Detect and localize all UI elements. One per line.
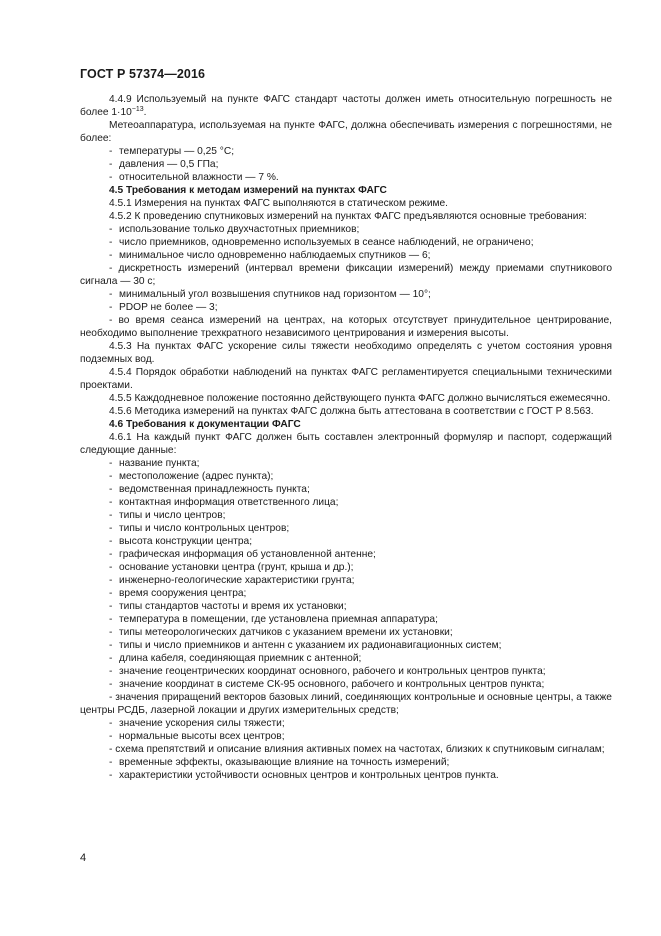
bullet-dash: - (109, 562, 113, 573)
list-item-text: значение ускорения силы тяжести; (119, 718, 285, 729)
list-item (80, 678, 612, 691)
list-item (80, 730, 612, 743)
bullet-dash: - (109, 224, 113, 235)
bullet-dash: - (109, 770, 113, 781)
list-item (80, 509, 612, 522)
bullet-dash: - (109, 653, 113, 664)
list-item (80, 522, 612, 535)
list-item-text: название пункта; (119, 458, 200, 469)
bullet-dash: - (109, 458, 113, 469)
bullet-dash: - (109, 614, 113, 625)
list-item-text: типы и число контрольных центров; (119, 523, 290, 534)
bullet-dash: - (109, 289, 113, 300)
list-item (80, 457, 612, 470)
section-heading: 4.6 Требования к документации ФАГС (109, 419, 301, 430)
paragraph: 4.5.6 Методика измерений на пунктах ФАГС должна быть аттестована в соответствии с ГОСТ Р 8.563. (109, 406, 594, 417)
list-item (80, 470, 612, 483)
list-item (80, 535, 612, 548)
list-item (80, 314, 612, 340)
list-item (80, 561, 612, 574)
list-item-text: схема препятствий и описание влияния активных помех на частотах, близких к спутниковым сигналам; (115, 744, 605, 755)
document-header: ГОСТ Р 57374—2016 (80, 67, 206, 81)
paragraph-text: 4.4.9 Используемый на пункте ФАГС стандарт частоты должен иметь относительную погрешность не более 1·10 (80, 94, 612, 118)
list-item-text: временные эффекты, оказывающие влияние на точность измерений; (119, 757, 450, 768)
list-item-text: минимальный угол возвышения спутников над горизонтом — 10°; (119, 289, 431, 300)
bullet-dash: - (109, 510, 113, 521)
list-item-text: основание установки центра (грунт, крыша и др.); (119, 562, 354, 573)
list-item-text: во время сеанса измерений на центрах, на которых отсутствует принудительное центрирование, необходимо выполнение трехкратного независимого центрирования и измерения высоты. (80, 315, 612, 339)
bullet-dash: - (109, 744, 116, 755)
list-item (80, 587, 612, 600)
paragraph: 4.5.3 На пунктах ФАГС ускорение силы тяжести необходимо определять с учетом состояния уровня подземных вод. (80, 341, 612, 365)
bullet-dash: - (109, 640, 113, 651)
list-item-text: типы и число приемников и антенн с указанием их радионавигационных систем; (119, 640, 502, 651)
list-item (80, 158, 612, 171)
list-item-text: относительной влажности — 7 %. (119, 172, 279, 183)
bullet-dash: - (109, 484, 113, 495)
list-item (80, 600, 612, 613)
list-item-text: высота конструкции центра; (119, 536, 253, 547)
bullet-dash: - (109, 692, 116, 703)
list-item (80, 626, 612, 639)
bullet-dash: - (109, 549, 113, 560)
list-item (80, 249, 612, 262)
bullet-dash: - (109, 731, 113, 742)
list-item-text: значение координат в системе СК-95 основного, рабочего и контрольных центров пункта; (119, 679, 545, 690)
list-item (80, 717, 612, 730)
list-item-text: графическая информация об установленной антенне; (119, 549, 376, 560)
bullet-dash: - (109, 237, 113, 248)
list-item (80, 613, 612, 626)
list-item-text: число приемников, одновременно используемых в сеансе наблюдений, не ограничено; (119, 237, 534, 248)
list-item (80, 145, 612, 158)
bullet-dash: - (109, 757, 113, 768)
list-item (80, 236, 612, 249)
paragraph: 4.5.2 К проведению спутниковых измерений на пунктах ФАГС предъявляются основные требования: (109, 211, 587, 222)
bullet-dash: - (109, 146, 113, 157)
list-item (80, 691, 612, 717)
page-number: 4 (80, 852, 87, 864)
bullet-dash: - (109, 666, 113, 677)
list-item-text: температуры — 0,25 °С; (119, 146, 235, 157)
paragraph: Метеоаппаратура, используемая на пункте ФАГС, должна обеспечивать измерения с погрешностями, не более: (80, 120, 612, 144)
bullet-dash: - (109, 627, 113, 638)
list-item-text: ведомственная принадлежность пункта; (119, 484, 310, 495)
list-item-text: температура в помещении, где установлена приемная аппаратура; (119, 614, 438, 625)
list-item (80, 665, 612, 678)
paragraph: 4.5.1 Измерения на пунктах ФАГС выполняются в статическом режиме. (109, 198, 449, 209)
bullet-dash: - (109, 471, 113, 482)
list-item (80, 288, 612, 301)
list-item-text: использование только двухчастотных приемников; (119, 224, 360, 235)
list-item (80, 769, 612, 782)
list-item (80, 301, 612, 314)
paragraph (80, 93, 612, 119)
list-item (80, 639, 612, 652)
bullet-dash: - (109, 536, 113, 547)
list-item (80, 171, 612, 184)
list-item-text: типы метеорологических датчиков с указанием времени их установки; (119, 627, 453, 638)
bullet-dash: - (109, 159, 113, 170)
list-item (80, 483, 612, 496)
bullet-dash: - (109, 588, 113, 599)
list-item-text: значения приращений векторов базовых линий, соединяющих контрольные и основные центры, а также центры РСДБ, лазерной локации и других измерительных средств; (80, 692, 612, 716)
list-item-text: давления — 0,5 ГПа; (119, 159, 219, 170)
bullet-dash: - (109, 302, 113, 313)
list-item-text: контактная информация ответственного лица; (119, 497, 339, 508)
paragraph-tail: . (143, 107, 147, 118)
list-item-text: дискретность измерений (интервал времени фиксации измерений) между приемами спутникового сигнала — 30 с; (80, 263, 612, 287)
bullet-dash: - (109, 575, 113, 586)
list-item (80, 652, 612, 665)
list-item-text: типы стандартов частоты и время их установки; (119, 601, 347, 612)
section-heading: 4.5 Требования к методам измерений на пунктах ФАГС (109, 185, 387, 196)
list-item-text: длина кабеля, соединяющая приемник с антенной; (119, 653, 362, 664)
bullet-dash: - (109, 718, 113, 729)
list-item-text: нормальные высоты всех центров; (119, 731, 285, 742)
bullet-dash: - (109, 601, 113, 612)
list-item-text: инженерно-геологические характеристики грунта; (119, 575, 355, 586)
bullet-dash: - (109, 523, 113, 534)
list-item (80, 743, 612, 756)
list-item-text: PDOP не более — 3; (119, 302, 218, 313)
bullet-dash: - (109, 679, 113, 690)
list-item-text: характеристики устойчивости основных центров и контрольных центров пункта. (119, 770, 499, 781)
list-item (80, 262, 612, 288)
bullet-dash: - (109, 172, 113, 183)
bullet-dash: - (109, 250, 113, 261)
paragraph: 4.6.1 На каждый пункт ФАГС должен быть составлен электронный формуляр и паспорт, содержащий следующие данные: (80, 432, 612, 456)
paragraph: 4.5.4 Порядок обработки наблюдений на пунктах ФАГС регламентируется специальными техническими проектами. (80, 367, 612, 391)
paragraph: 4.5.5 Каждодневное положение постоянно действующего пункта ФАГС должно вычисляться ежемесячно. (109, 393, 611, 404)
exponent: −13 (131, 106, 144, 113)
list-item-text: значение геоцентрических координат основного, рабочего и контрольных центров пункта; (119, 666, 546, 677)
list-item (80, 496, 612, 509)
bullet-dash: - (109, 315, 119, 326)
list-item-text: время сооружения центра; (119, 588, 247, 599)
list-item-text: типы и число центров; (119, 510, 226, 521)
bullet-dash: - (109, 263, 119, 274)
list-item (80, 756, 612, 769)
list-item-text: минимальное число одновременно наблюдаемых спутников — 6; (119, 250, 431, 261)
list-item (80, 574, 612, 587)
bullet-dash: - (109, 497, 113, 508)
list-item-text: местоположение (адрес пункта); (119, 471, 274, 482)
list-item (80, 223, 612, 236)
list-item (80, 548, 612, 561)
document-body (80, 93, 612, 782)
